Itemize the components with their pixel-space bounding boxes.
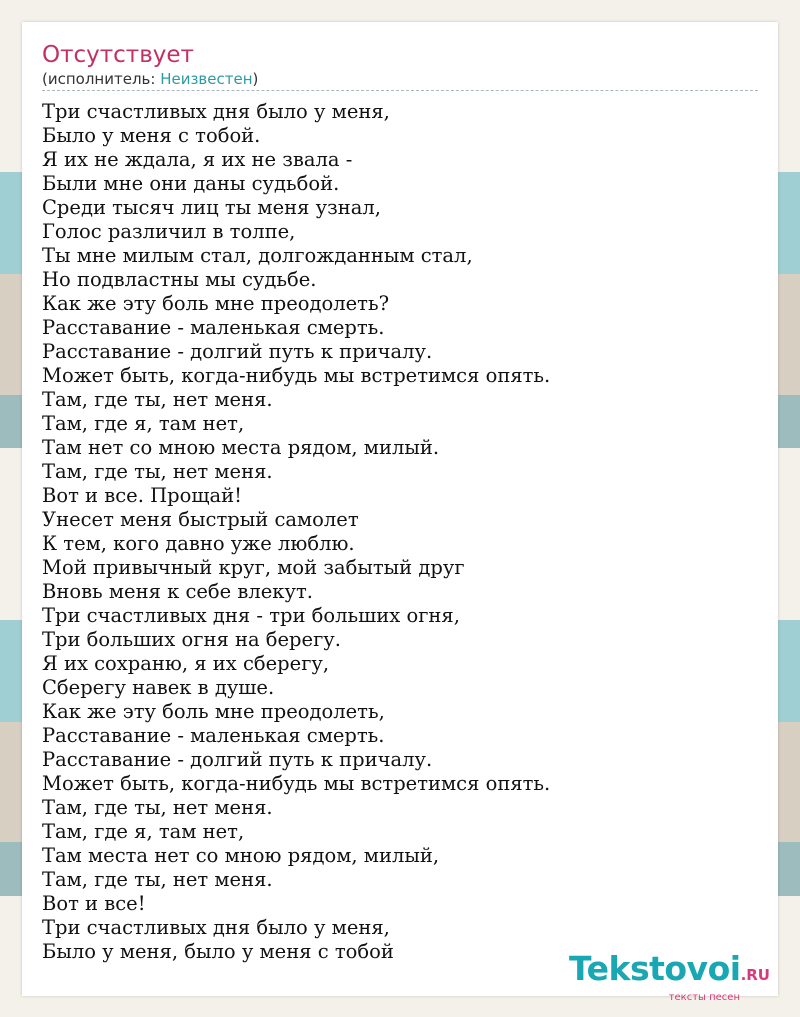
performer-line: [42, 70, 758, 88]
performer-prefix: (исполнитель:: [42, 70, 161, 88]
logo-tld: .RU: [740, 966, 770, 984]
song-title: Отсутствует: [42, 42, 194, 68]
logo-wordmark: [560, 949, 770, 992]
lyric-line: Расставание - долгий путь к причалу.: [42, 340, 433, 363]
lyric-line: Вот и все!: [42, 892, 146, 915]
lyric-line: Были мне они даны судьбой.: [42, 172, 340, 195]
lyric-line: Расставание - маленькая смерть.: [42, 316, 385, 339]
lyric-line: Расставание - маленькая смерть.: [42, 724, 385, 747]
lyric-line: Три счастливых дня - три больших огня,: [42, 604, 460, 627]
lyric-line: Там, где ты, нет меня.: [42, 868, 273, 891]
performer-link[interactable]: Неизвестен: [160, 70, 253, 88]
lyrics-text: [42, 100, 758, 964]
lyric-line: Там, где ты, нет меня.: [42, 388, 273, 411]
logo-name: Tekstovoi: [569, 949, 741, 988]
lyric-line: Может быть, когда-нибудь мы встретимся опять.: [42, 772, 551, 795]
lyric-line: Там, где я, там нет,: [42, 820, 245, 843]
song-header: [42, 40, 758, 91]
lyric-line: Голос различил в толпе,: [42, 220, 296, 243]
lyric-line: Там, где ты, нет меня.: [42, 460, 273, 483]
lyric-line: Как же эту боль мне преодолеть,: [42, 700, 385, 723]
lyric-line: Сберегу навек в душе.: [42, 676, 275, 699]
performer-suffix: ): [252, 70, 259, 88]
lyric-line: Там, где ты, нет меня.: [42, 796, 273, 819]
lyrics-card: [22, 22, 778, 1003]
lyric-line: Там, где я, там нет,: [42, 412, 245, 435]
lyric-line: Я их сохраню, я их сберегу,: [42, 652, 330, 675]
lyric-line: Как же эту боль мне преодолеть?: [42, 292, 390, 315]
lyric-line: Было у меня с тобой.: [42, 124, 261, 147]
lyric-line: Было у меня, было у меня с тобой: [42, 940, 394, 963]
lyric-line: Но подвластны мы судьбе.: [42, 268, 317, 291]
lyric-line: Там места нет со мною рядом, милый,: [42, 844, 440, 867]
lyric-line: Три больших огня на берегу.: [42, 628, 341, 651]
lyric-line: Среди тысяч лиц ты меня узнал,: [42, 196, 381, 219]
lyric-line: Там нет со мною места рядом, милый.: [42, 436, 440, 459]
site-logo[interactable]: [560, 949, 770, 1004]
lyric-line: К тем, кого давно уже люблю.: [42, 532, 355, 555]
lyric-line: Расставание - долгий путь к причалу.: [42, 748, 433, 771]
logo-tagline: тексты песен: [668, 992, 740, 1003]
lyric-line: Вновь меня к себе влекут.: [42, 580, 313, 603]
lyric-line: Унесет меня быстрый самолет: [42, 508, 359, 531]
lyric-line: Ты мне милым стал, долгожданным стал,: [42, 244, 473, 267]
lyric-line: Мой привычный круг, мой забытый друг: [42, 556, 465, 579]
lyric-line: Три счастливых дня было у меня,: [42, 100, 390, 123]
lyric-line: Три счастливых дня было у меня,: [42, 916, 390, 939]
lyric-line: Я их не ждала, я их не звала -: [42, 148, 353, 171]
lyric-line: Может быть, когда-нибудь мы встретимся опять.: [42, 364, 551, 387]
lyric-line: Вот и все. Прощай!: [42, 484, 242, 507]
